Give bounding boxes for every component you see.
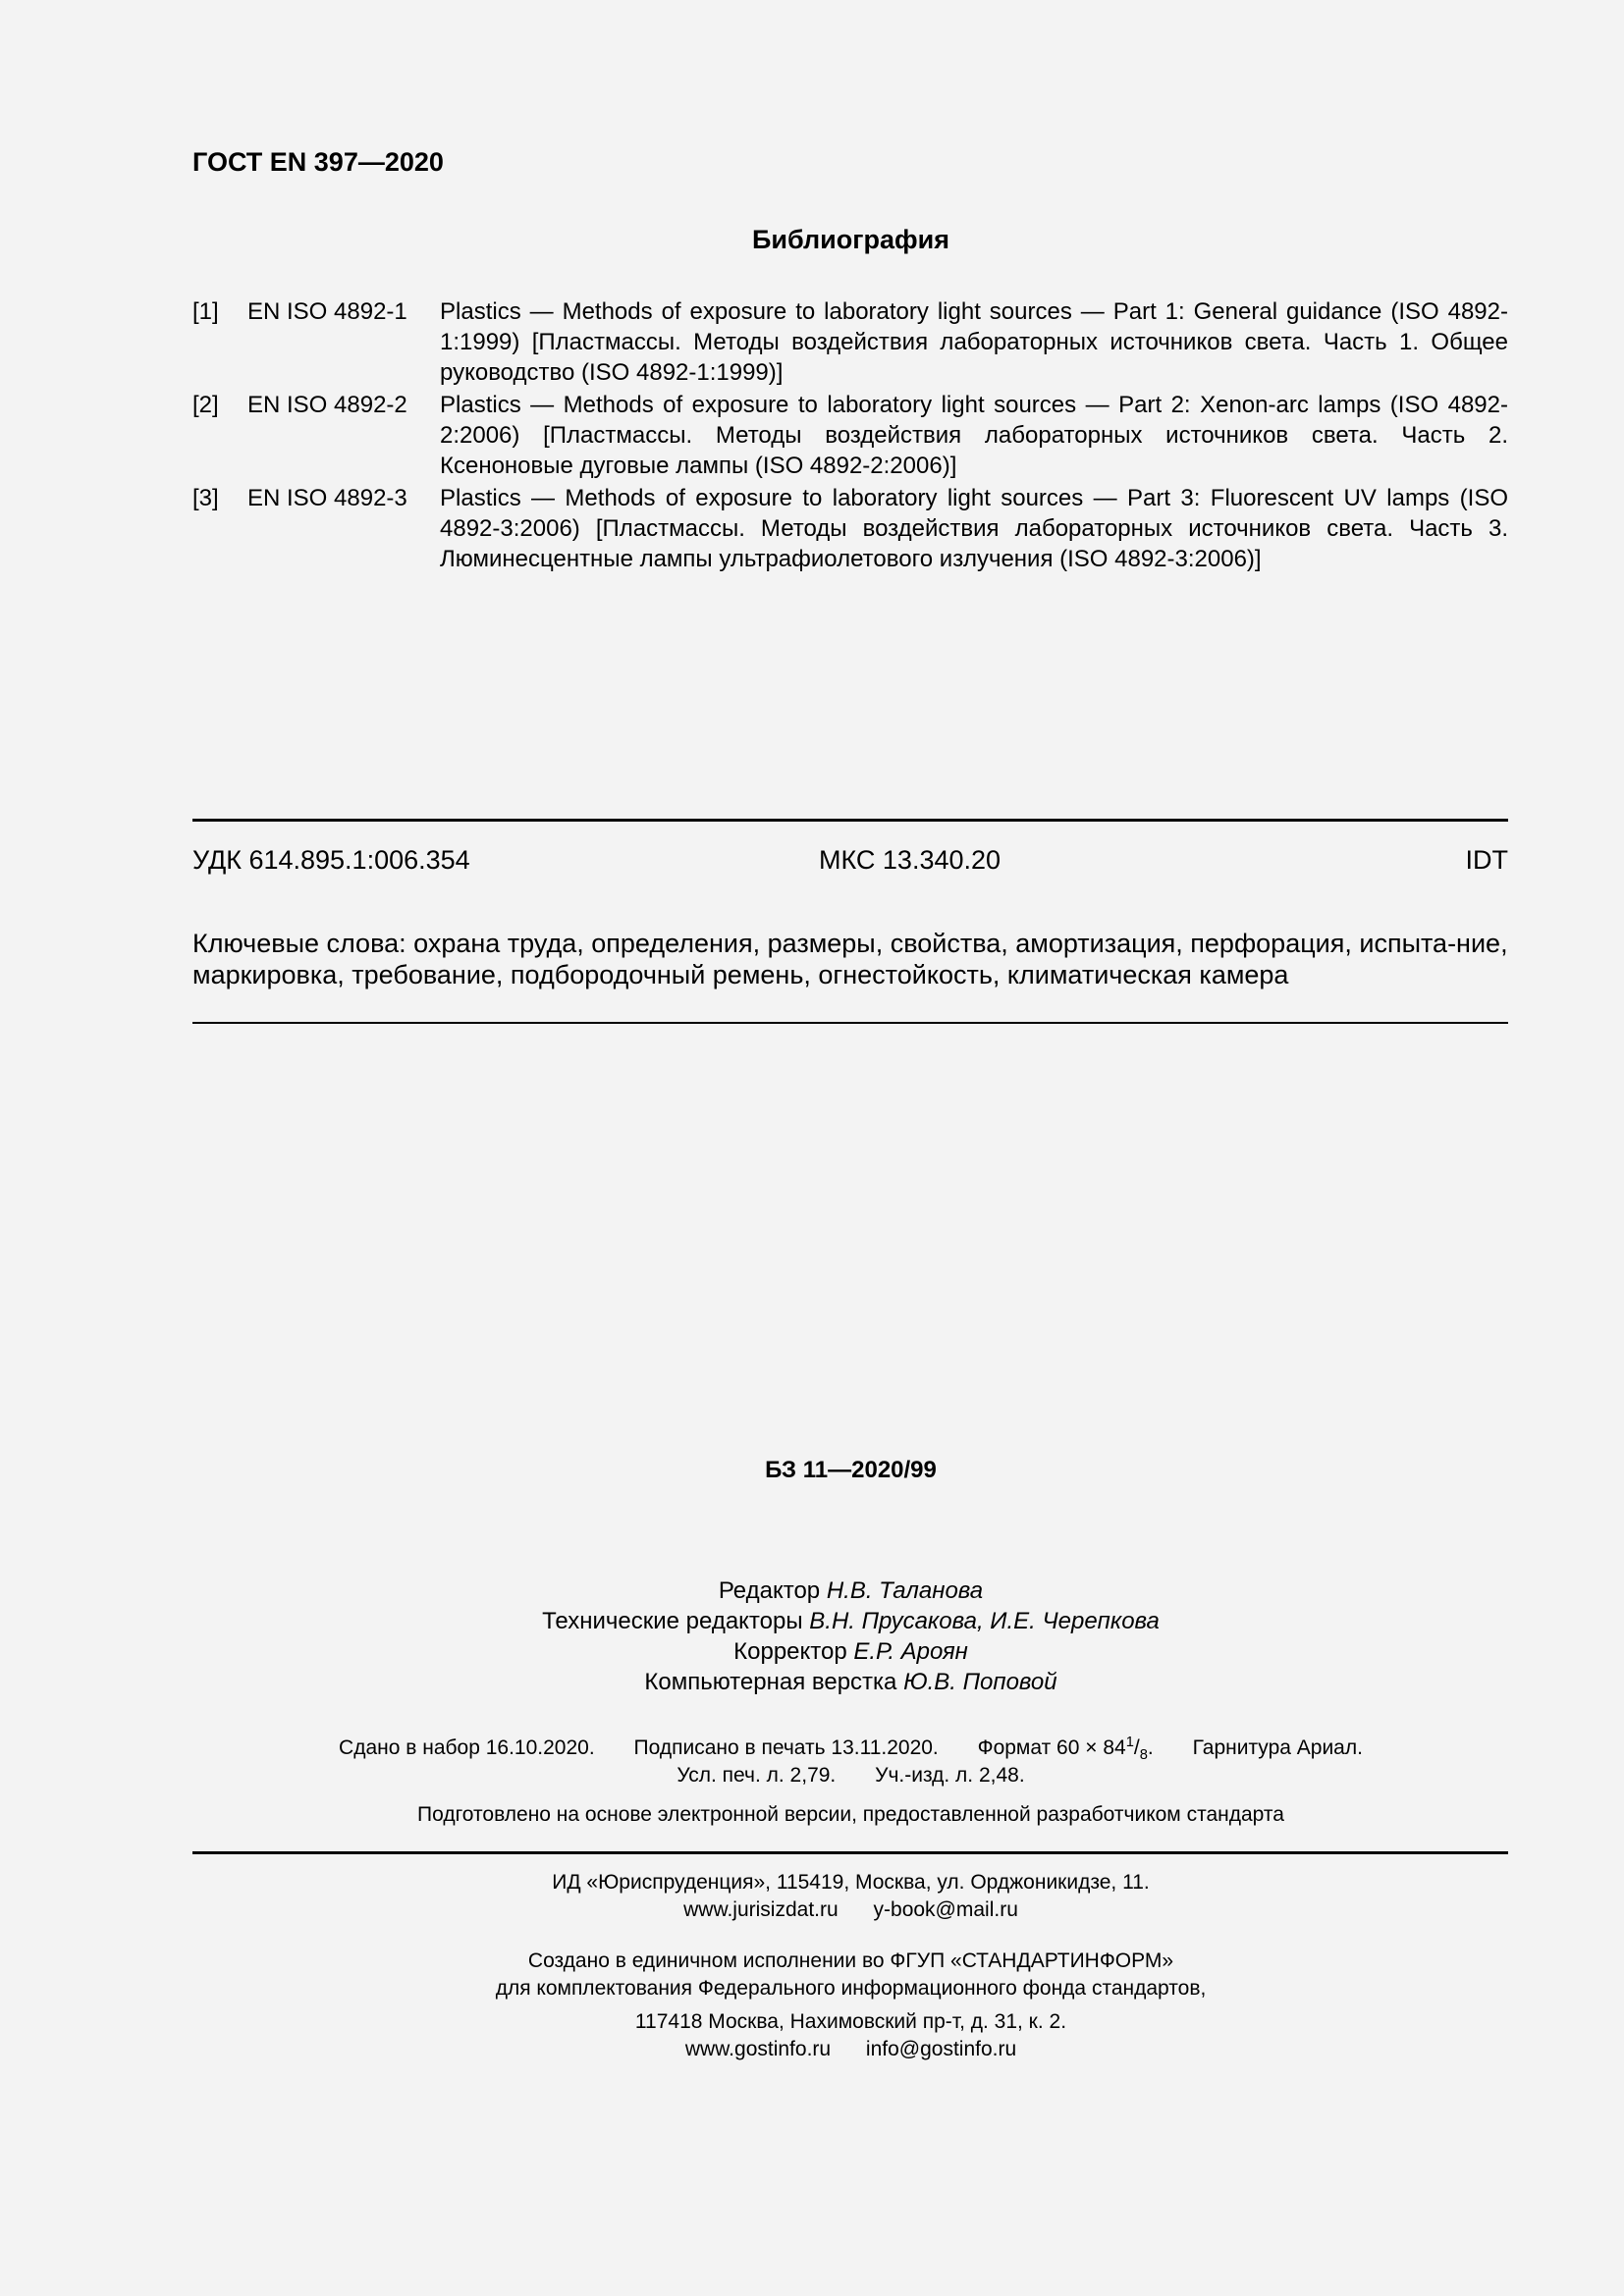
entry-number: [3] — [192, 485, 219, 511]
created-address: 117418 Москва, Нахимовский пр-т, д. 31, к. 2. — [634, 2010, 1067, 2033]
entry-text: Plastics — Methods of exposure to laboratory light sources — Part 2: Xenon-arc lamps (ISO 4892-2:2006) [Пластмассы. Методы воздействия лабораторных источников света. Часть 2. Ксеноновые дуговые лампы (ISO 4892-2:2006)] — [440, 392, 1508, 479]
entry-number: [1] — [192, 298, 219, 325]
paper-format: Формат $60 \times 84^1/_8$. — [977, 1735, 1154, 1764]
entry-code: EN ISO 4892-1 — [247, 298, 407, 325]
prepared-note: Подготовлено на основе электронной версии, предоставленной разработчиком стандарта — [417, 1803, 1284, 1826]
created-site: www.gostinfo.ru — [684, 2038, 832, 2060]
bibliography-entry — [192, 390, 1508, 481]
entry-code: EN ISO 4892-2 — [247, 392, 407, 418]
typeface: Гарнитура Ариал. — [1192, 1736, 1363, 1759]
credit-tech-editors: Технические редакторы В.Н. Прусакова, И.Е. Черепкова — [542, 1608, 1160, 1634]
keywords: Ключевые слова: охрана труда, определения, размеры, свойства, амортизация, перфорация, испыта-ние, маркировка, требование, подбородочный ремень, огнестойкость, климатическая камера — [192, 929, 1508, 989]
entry-text: Plastics — Methods of exposure to laboratory light sources — Part 1: General guidance (ISO 4892-1:1999) [Пластмассы. Методы воздействия лабораторных источников света. Часть 1. Общее руководство (ISO 4892-1:1999)] — [440, 298, 1508, 386]
divider-bottom — [192, 1851, 1508, 1854]
print-sheets: Усл. печ. л. 2,79. — [677, 1764, 837, 1787]
publishing-sheets: Уч.-изд. л. 2,48. — [875, 1764, 1025, 1787]
entry-number: [2] — [192, 392, 219, 418]
created-info — [0, 1948, 1624, 2063]
credits — [0, 1575, 1624, 1697]
credit-corrector: Корректор Е.Р. Ароян — [733, 1638, 968, 1665]
created-line-2: для комплектования Федерального информационного фонда стандартов, — [495, 1977, 1207, 2000]
submitted-date: Сдано в набор 16.10.2020. — [339, 1736, 595, 1759]
signed-date: Подписано в печать 13.11.2020. — [633, 1736, 939, 1759]
print-info — [0, 1735, 1624, 1789]
mks-code: МКС 13.340.20 — [819, 845, 1001, 875]
created-email: info@gostinfo.ru — [865, 2038, 1017, 2060]
document-code: ГОСТ EN 397—2020 — [192, 147, 444, 177]
credit-editor: Редактор Н.В. Таланова — [718, 1577, 984, 1604]
bz-number: БЗ 11—2020/99 — [765, 1457, 937, 1483]
entry-text: Plastics — Methods of exposure to laboratory light sources — Part 3: Fluorescent UV lamps (ISO 4892-3:2006) [Пластмассы. Методы воздействия лабораторных источников света. Часть 3. Люминесцентные лампы ультрафиолетового излучения (ISO 4892-3:2006)] — [440, 485, 1508, 572]
publisher-email: y-book@mail.ru — [873, 1898, 1018, 1921]
credit-layout: Компьютерная верстка Ю.В. Поповой — [644, 1669, 1057, 1695]
idt-label: IDT — [1465, 845, 1508, 875]
created-line-1: Создано в единичном исполнении во ФГУП «СТАНДАРТИНФОРМ» — [527, 1949, 1174, 1972]
bibliography-entry — [192, 296, 1508, 388]
udk-code: УДК 614.895.1:006.354 — [192, 845, 470, 875]
divider-middle — [192, 1022, 1508, 1024]
publisher-address: ИД «Юриспруденция», 115419, Москва, ул. Орджоникидзе, 11. — [552, 1871, 1150, 1894]
bibliography-title: Библиография — [752, 225, 949, 254]
publisher-info — [0, 1869, 1624, 1924]
publisher-site: www.jurisizdat.ru — [683, 1898, 839, 1921]
divider-top — [192, 819, 1508, 822]
bibliography-entry — [192, 483, 1508, 574]
entry-code: EN ISO 4892-3 — [247, 485, 407, 511]
